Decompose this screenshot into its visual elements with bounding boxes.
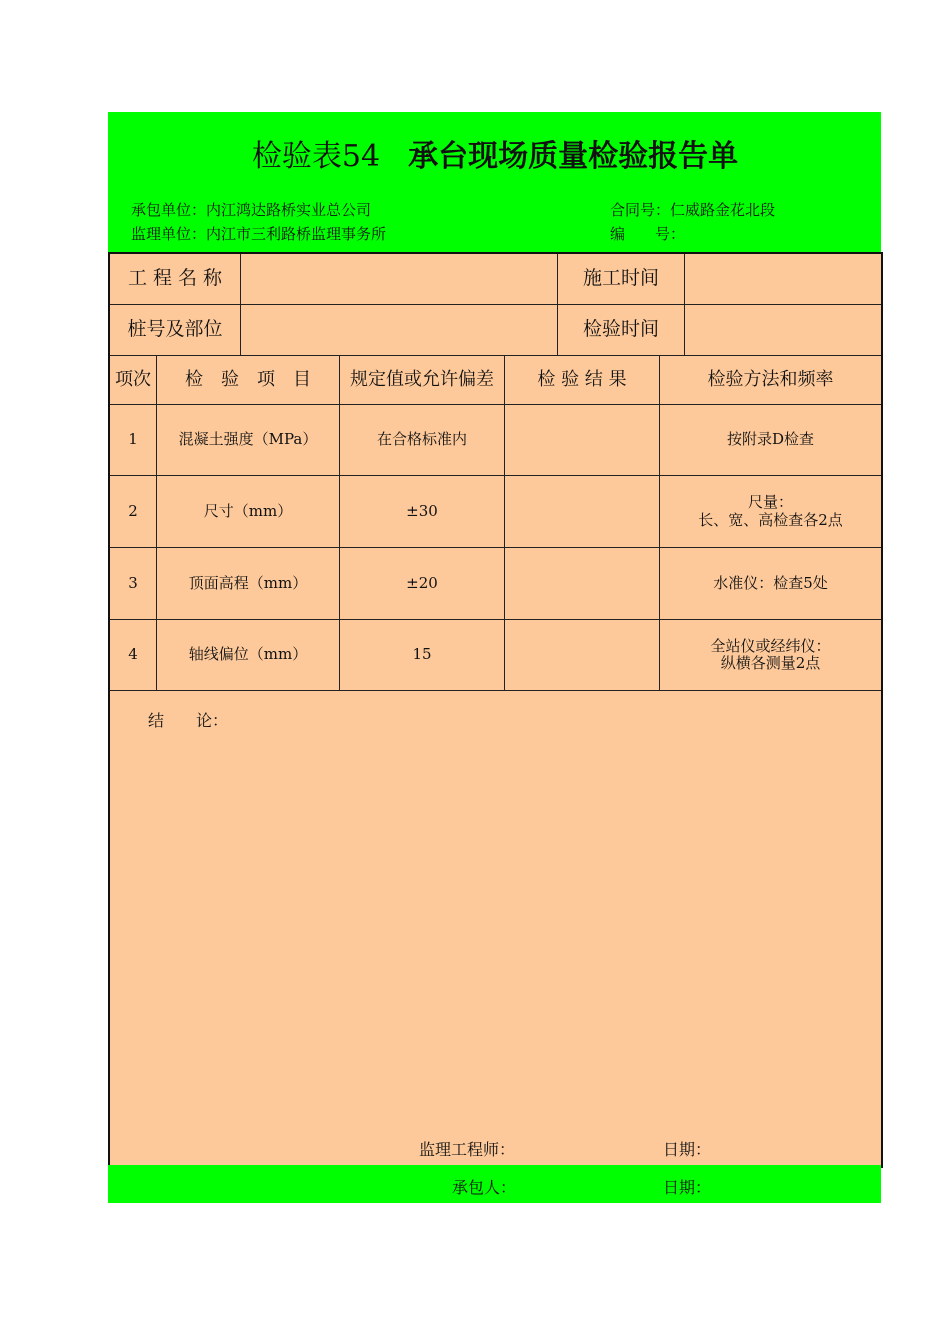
col-header-item: 检 验 项 目 [185, 368, 311, 390]
project-name-field[interactable] [241, 254, 557, 304]
row-spec: ±30 [406, 501, 438, 520]
row-item: 混凝土强度（MPa） [178, 430, 318, 449]
row-spec: 在合格标准内 [376, 430, 467, 449]
contractor-date-label: 日期： [663, 1178, 712, 1197]
inspection-time-label: 检验时间 [582, 318, 659, 341]
inspection-sheet [108, 252, 883, 1168]
row-item: 顶面高程（mm） [188, 573, 308, 592]
form-title: 承台现场质量检验报告单 [408, 139, 739, 174]
contract-number: 合同号：仁威路金花北段 [610, 201, 776, 219]
form-code: 检验表54 [251, 139, 381, 174]
construction-time-label: 施工时间 [582, 267, 659, 290]
row-result-field[interactable] [505, 620, 659, 690]
construction-time-field[interactable] [685, 254, 881, 304]
project-name-label: 工 程 名 称 [127, 267, 223, 290]
row-spec: ±20 [406, 573, 438, 592]
col-header-spec: 规定值或允许偏差 [350, 368, 494, 390]
col-header-result: 检 验 结 果 [537, 368, 627, 390]
serial-number: 编 号： [610, 225, 686, 243]
station-label: 桩号及部位 [127, 318, 223, 341]
row-no: 2 [128, 501, 138, 520]
row-result-field[interactable] [505, 476, 659, 547]
row-result-field[interactable] [505, 548, 659, 619]
inspection-time-field[interactable] [685, 305, 881, 355]
col-header-no: 项次 [115, 368, 151, 390]
station-field[interactable] [241, 305, 557, 355]
supervisor-unit: 监理单位：内江市三利路桥监理事务所 [131, 225, 387, 243]
row-item: 尺寸（mm） [203, 501, 293, 520]
row-method: 尺量： 长、宽、高检查各2点 [698, 493, 843, 529]
page-title [0, 131, 950, 175]
row-no: 3 [128, 573, 138, 592]
engineer-label: 监理工程师： [419, 1140, 516, 1159]
row-result-field[interactable] [505, 405, 659, 475]
row-spec: 15 [412, 645, 432, 664]
row-method: 水准仪：检查5处 [713, 573, 828, 592]
contractor-sign-label: 承包人： [452, 1178, 517, 1197]
row-method: 按附录D检查 [726, 430, 815, 449]
engineer-date-label: 日期： [663, 1140, 712, 1159]
row-method: 全站仪或经纬仪： 纵横各测量2点 [710, 636, 831, 672]
row-item: 轴线偏位（mm） [188, 645, 308, 664]
conclusion-label: 结 论： [148, 711, 229, 730]
row-no: 1 [128, 430, 138, 449]
row-no: 4 [128, 645, 138, 664]
contractor-unit: 承包单位：内江鸿达路桥实业总公司 [131, 201, 372, 219]
col-header-method: 检验方法和频率 [707, 368, 834, 390]
